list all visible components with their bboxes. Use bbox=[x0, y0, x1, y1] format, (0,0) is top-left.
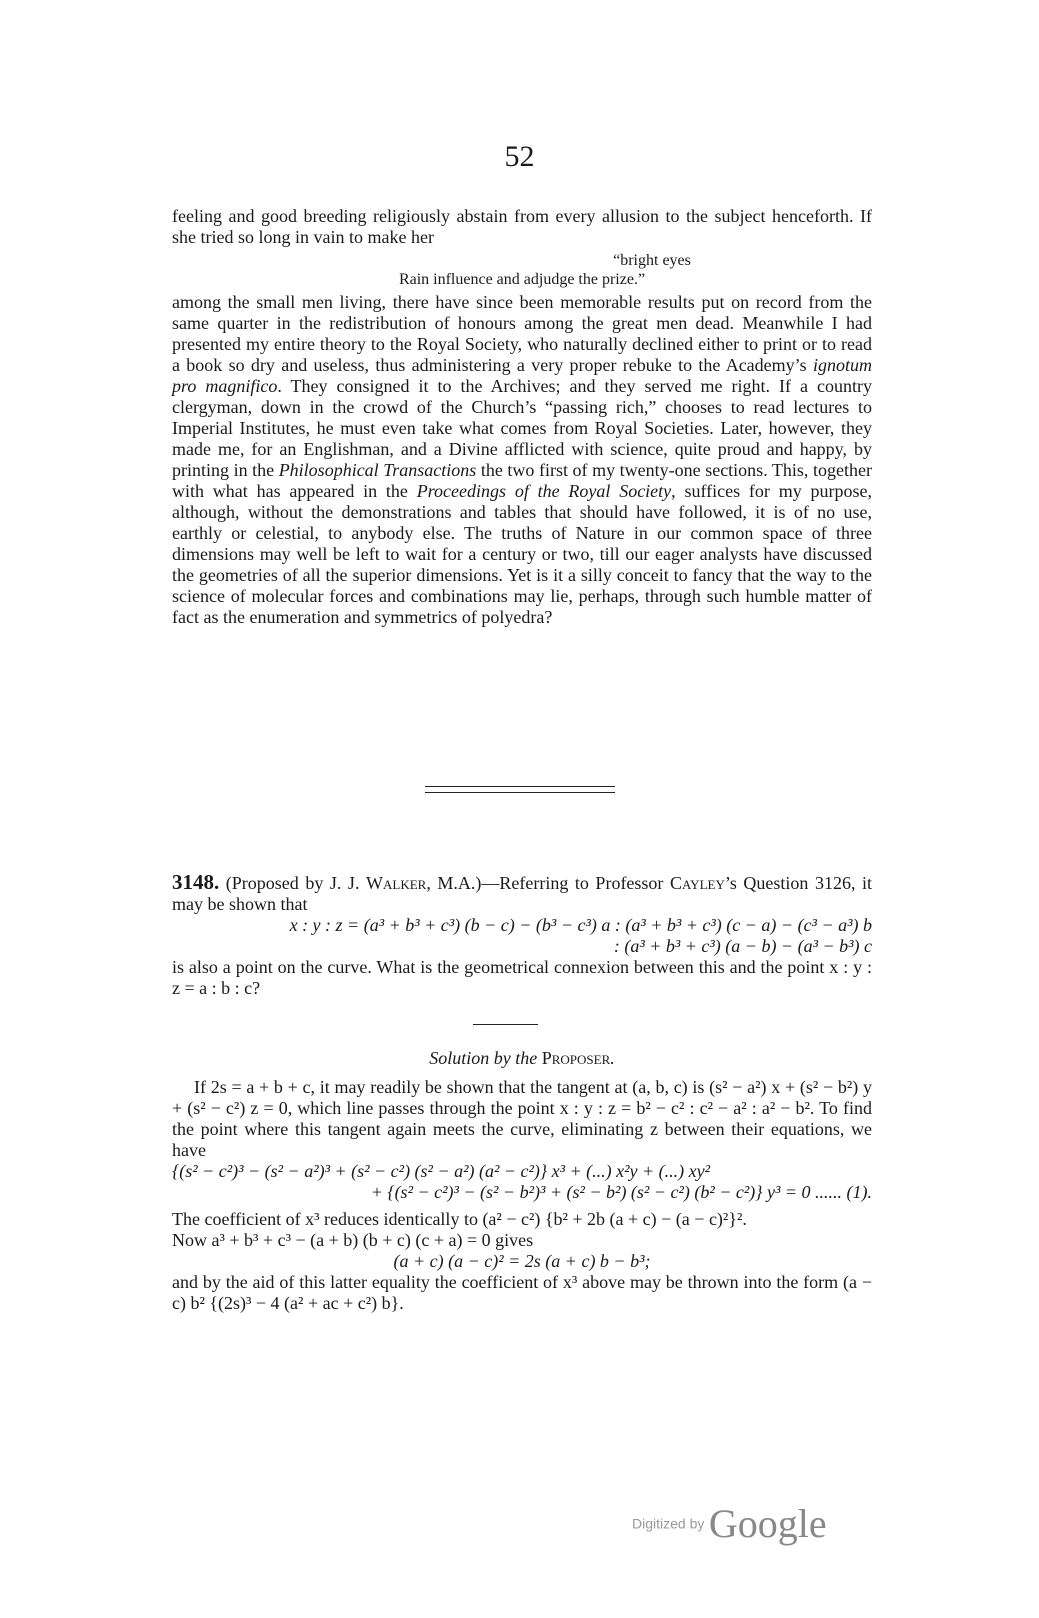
page-number: 52 bbox=[504, 140, 535, 173]
cayley-name: Cayley bbox=[669, 873, 725, 893]
question-number: 3148. bbox=[172, 870, 220, 894]
main-paragraph: among the small men living, there have since been memorable results put on record from the same quarter in the redistribution of honours among the great men dead. Meanwhile I had presented my entire theory to the Royal Society, who naturally declined either to print or to read a book so dry and useless, thus administering a very proper rebuke to the Academy’s ignotum pro magnifico. They consigned it to the Archives; and they served me right. If a country clergyman, down in the crowd of the Church’s “passing rich,” chooses to read lectures to Imperial Institutes, he must even take what comes from Royal Societies. Later, however, they made me, for an Englishman, and a Divine afflicted with science, quite proud and happy, by printing in the Philosophical Transactions the two first of my twenty-one sections. This, together with what has appeared in the Proceedings of the Royal Society, suffices for my purpose, although, without the demonstrations and tables that should have followed, it is of no use, earthly or celestial, to anybody else. The truths of Nature in our common space of three dimensions may well be left to wait for a century or two, till our eager analysts have discussed the geometries of all the superior dimensions. Yet is it a silly conceit to fancy that the way to the science of molecular forces and combinations may lie, perhaps, through such humble matter of fact as the enumeration and symmetrics of polyedra? bbox=[172, 292, 873, 627]
solution-paragraph-4: and by the aid of this latter equality the coefficient of x³ above may be thrown into the form (a − c) b² {(2s)³ − 4 (a² + ac + c²) b}. bbox=[172, 1272, 872, 1313]
equation-1-line-1: x : y : z = (a³ + b³ + c³) (b − c) − (b³ − c³) a : (a³ + b³ + c³) (c − a) − (c³ − a³) b bbox=[289, 915, 872, 935]
poem-quote bbox=[172, 251, 872, 289]
question-intro: 3148. (Proposed by J. J. Walker, M.A.)—Referring to Professor Cayley’s Question 3126, it may be shown that bbox=[172, 870, 872, 914]
equation-1-line-2: : (a³ + b³ + c³) (a − b) − (a³ − b³) c bbox=[613, 936, 872, 956]
quote-line-1: “bright eyes bbox=[613, 252, 691, 269]
solution-paragraph-1: If 2s = a + b + c, it may readily be shown that the tangent at (a, b, c) is (s² − a²) x + (s² − b²) y + (s² − c²) z = 0, which line passes through the point x : y : z = b² − c² : c² − a² : a² − b². To find the point where this tangent again meets the curve, eliminating z between their equations, we have bbox=[172, 1077, 872, 1160]
equation-2-line-2: + {(s² − c²)³ − (s² − b²)³ + (s² − b²) (s² − c²) (b² − c²)} y³ = 0 ...... (1). bbox=[370, 1182, 872, 1202]
solution-block bbox=[172, 1048, 872, 1314]
solution-heading: Solution by the Proposer. bbox=[429, 1048, 615, 1068]
question-block bbox=[172, 872, 872, 999]
quote-line-2: Rain influence and adjudge the prize.” bbox=[398, 271, 646, 288]
solution-paragraph-3: Now a³ + b³ + c³ − (a + b) (b + c) (c + a) = 0 gives bbox=[172, 1230, 534, 1250]
continuation-text bbox=[172, 206, 872, 628]
google-logo-text: Google bbox=[708, 1501, 827, 1546]
equation-2-line-1: {(s² − c²)³ − (s² − a²)³ + (s² − c²) (s² − a²) (a² − c²)} x³ + (...) x²y + (...) xy² bbox=[172, 1161, 711, 1181]
solution-paragraph-2: The coefficient of x³ reduces identically to (a² − c²) {b² + 2b (a + c) − (a − c)²}². bbox=[172, 1209, 747, 1229]
short-divider bbox=[473, 1024, 538, 1025]
italic-phrase-ignotum: ignotum pro magnifico bbox=[172, 355, 872, 396]
digitized-watermark bbox=[632, 1500, 827, 1547]
equation-3: (a + c) (a − c)² = 2s (a + c) b − b³; bbox=[393, 1251, 651, 1271]
author-name: Walker bbox=[366, 873, 427, 893]
italic-proceedings: Proceedings of the Royal Society bbox=[416, 481, 672, 501]
section-divider bbox=[425, 786, 615, 793]
opening-lines: feeling and good breeding religiously abstain from every allusion to the subject henceforth. If she tried so long in vain to make her bbox=[172, 206, 872, 247]
question-end: is also a point on the curve. What is the geometrical connexion between this and the point x : y : z = a : b : c? bbox=[172, 957, 872, 998]
italic-phil-trans: Philosophical Transactions bbox=[278, 460, 477, 480]
watermark-prefix: Digitized by bbox=[632, 1515, 705, 1532]
